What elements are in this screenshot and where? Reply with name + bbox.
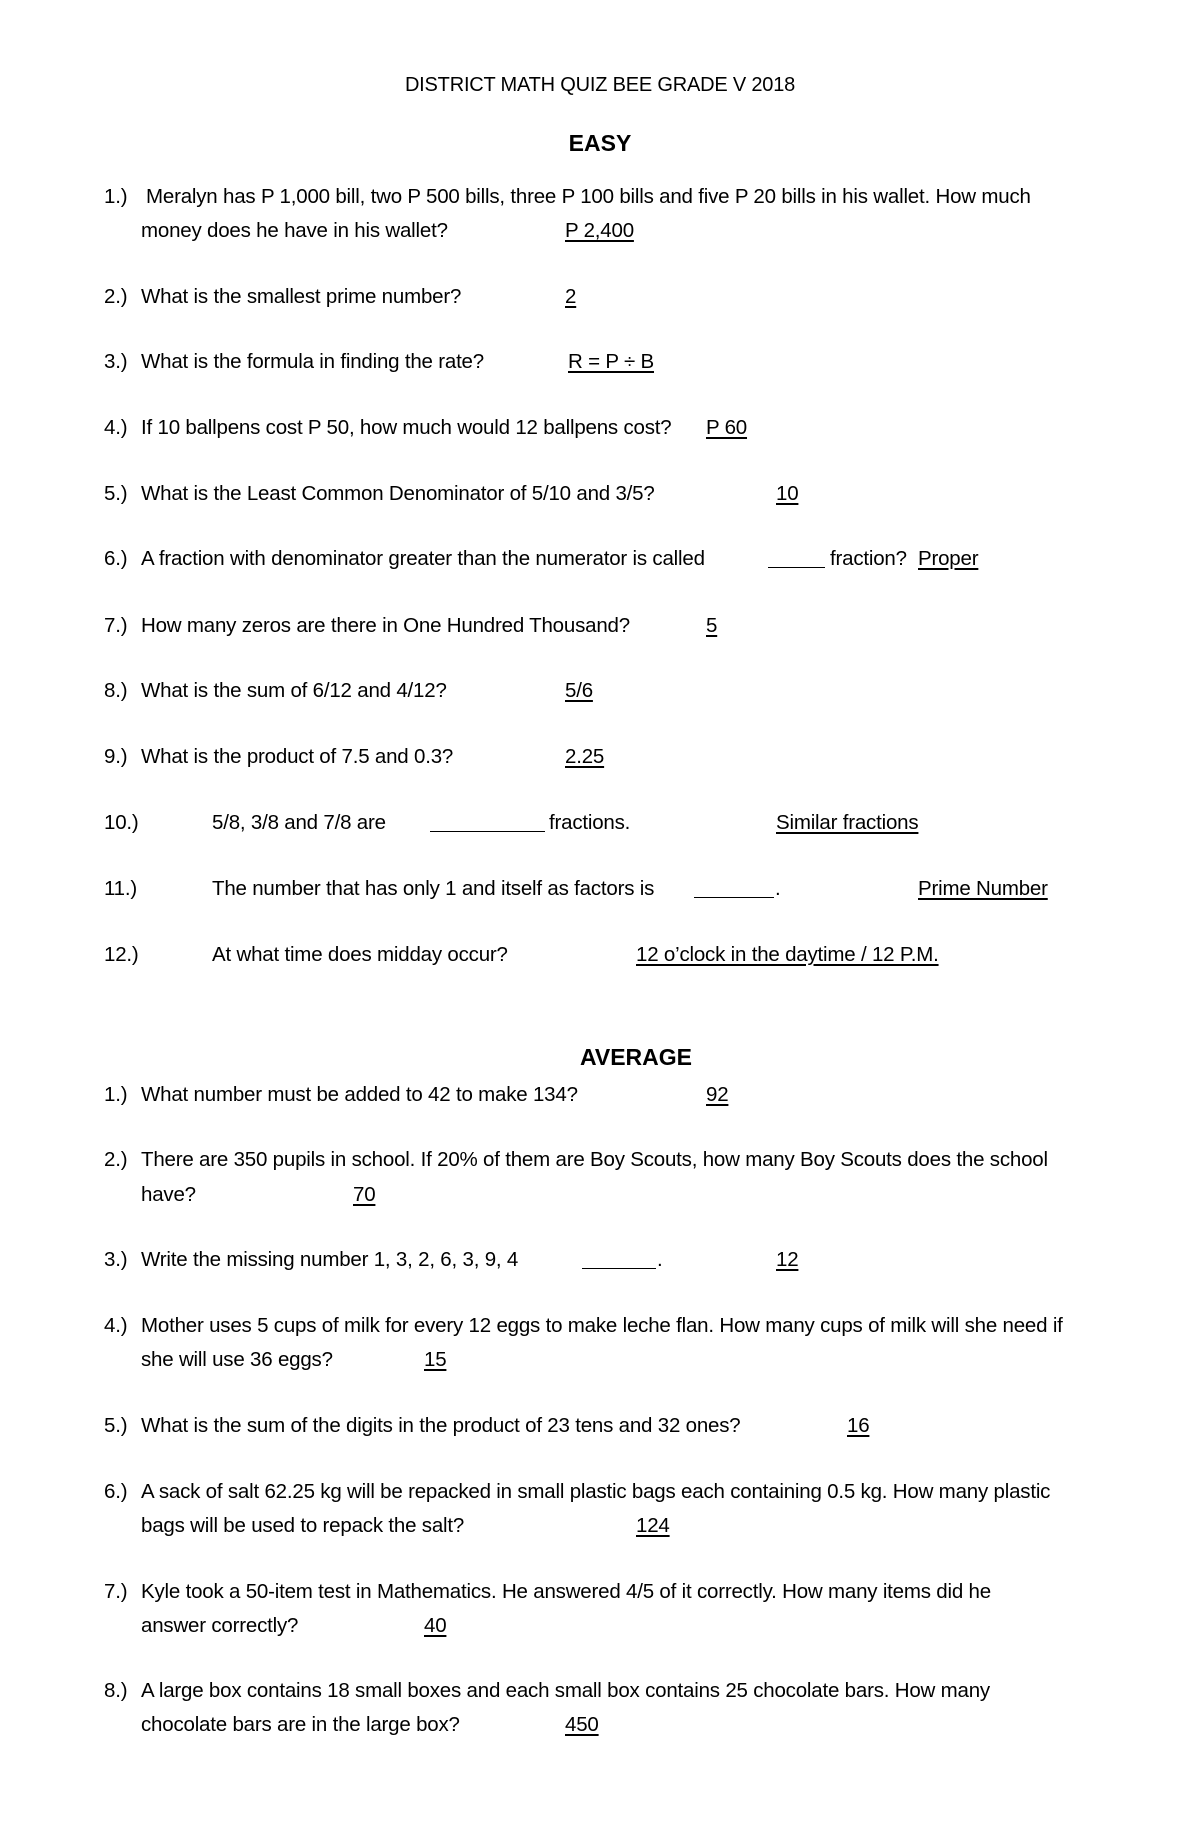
answer: 12 o’clock in the daytime / 12 P.M. xyxy=(636,943,939,966)
question-number: 9.) xyxy=(104,745,128,768)
question-text: Mother uses 5 cups of milk for every 12 eggs to make leche flan. How many cups of milk will she need if xyxy=(141,1314,1063,1337)
answer: 10 xyxy=(776,482,799,505)
question-text: A fraction with denominator greater than the numerator is called xyxy=(141,547,705,570)
answer: 92 xyxy=(706,1083,729,1106)
question-text: What is the product of 7.5 and 0.3? xyxy=(141,745,454,768)
answer: R = P ÷ B xyxy=(568,350,654,373)
question-text: What is the sum of the digits in the product of 23 tens and 32 ones? xyxy=(141,1414,741,1437)
question-number: 3.) xyxy=(104,1248,128,1271)
answer: 2.25 xyxy=(565,745,605,768)
answer: 15 xyxy=(424,1348,447,1371)
question-number: 1.) xyxy=(104,1083,128,1106)
question-number: 7.) xyxy=(104,614,128,637)
answer: 12 xyxy=(776,1248,799,1271)
document-title: DISTRICT MATH QUIZ BEE GRADE V 2018 xyxy=(404,74,796,96)
answer: 2 xyxy=(565,285,577,308)
question-number: 6.) xyxy=(104,547,128,570)
question-number: 2.) xyxy=(104,285,128,308)
question-text: A sack of salt 62.25 kg will be repacked in small plastic bags each containing 0.5 kg. How many plastic xyxy=(141,1480,1051,1503)
question-text: money does he have in his wallet? xyxy=(141,219,448,242)
question-text: What is the smallest prime number? xyxy=(141,285,462,308)
answer: 124 xyxy=(636,1514,670,1537)
question-text: Write the missing number 1, 3, 2, 6, 3, 9, 4 xyxy=(141,1248,519,1271)
question-number: 12.) xyxy=(104,943,139,966)
question-number: 6.) xyxy=(104,1480,128,1503)
answer-blank xyxy=(582,1252,656,1269)
answer: 5 xyxy=(706,614,718,637)
answer-blank xyxy=(694,881,774,898)
question-text: Meralyn has P 1,000 bill, two P 500 bills, three P 100 bills and five P 20 bills in his wallet. How much xyxy=(146,185,1031,208)
answer: Prime Number xyxy=(918,877,1048,900)
question-text: fractions. xyxy=(549,811,631,834)
question-text: What is the formula in finding the rate? xyxy=(141,350,484,373)
question-number: 3.) xyxy=(104,350,128,373)
question-number: 7.) xyxy=(104,1580,128,1603)
question-number: 8.) xyxy=(104,1679,128,1702)
question-text: What is the Least Common Denominator of 5/10 and 3/5? xyxy=(141,482,655,505)
question-text: Kyle took a 50-item test in Mathematics. He answered 4/5 of it correctly. How many items did he xyxy=(141,1580,991,1603)
question-text: fraction? xyxy=(830,547,907,570)
question-number: 11.) xyxy=(104,877,138,900)
question-text: What is the sum of 6/12 and 4/12? xyxy=(141,679,447,702)
question-number: 4.) xyxy=(104,416,128,439)
section-heading-easy: EASY xyxy=(568,130,632,156)
answer: Proper xyxy=(918,547,979,570)
question-number: 4.) xyxy=(104,1314,128,1337)
answer: P 60 xyxy=(706,416,748,439)
answer-blank xyxy=(768,551,825,568)
question-text: 5/8, 3/8 and 7/8 are xyxy=(212,811,386,834)
question-number: 5.) xyxy=(104,482,128,505)
answer: P 2,400 xyxy=(565,219,634,242)
answer: Similar fractions xyxy=(776,811,919,834)
question-text: . xyxy=(657,1248,663,1271)
question-text: she will use 36 eggs? xyxy=(141,1348,333,1371)
question-text: If 10 ballpens cost P 50, how much would 12 ballpens cost? xyxy=(141,416,672,439)
question-text: What number must be added to 42 to make 134? xyxy=(141,1083,578,1106)
question-number: 5.) xyxy=(104,1414,128,1437)
question-text: bags will be used to repack the salt? xyxy=(141,1514,465,1537)
question-text: answer correctly? xyxy=(141,1614,299,1637)
section-heading-average: AVERAGE xyxy=(579,1044,693,1070)
question-text: . xyxy=(775,877,781,900)
question-text: How many zeros are there in One Hundred Thousand? xyxy=(141,614,630,637)
question-text: A large box contains 18 small boxes and each small box contains 25 chocolate bars. How many xyxy=(141,1679,990,1702)
question-text: The number that has only 1 and itself as factors is xyxy=(212,877,655,900)
answer: 40 xyxy=(424,1614,447,1637)
question-text: There are 350 pupils in school. If 20% of them are Boy Scouts, how many Boy Scouts does the school xyxy=(141,1148,1048,1171)
answer-blank xyxy=(430,815,545,832)
question-number: 1.) xyxy=(104,185,128,208)
answer: 450 xyxy=(565,1713,599,1736)
question-text: have? xyxy=(141,1183,196,1206)
answer: 5/6 xyxy=(565,679,593,702)
question-number: 8.) xyxy=(104,679,128,702)
answer: 70 xyxy=(353,1183,376,1206)
question-number: 2.) xyxy=(104,1148,128,1171)
answer: 16 xyxy=(847,1414,870,1437)
question-number: 10.) xyxy=(104,811,139,834)
question-text: At what time does midday occur? xyxy=(212,943,508,966)
question-text: chocolate bars are in the large box? xyxy=(141,1713,460,1736)
